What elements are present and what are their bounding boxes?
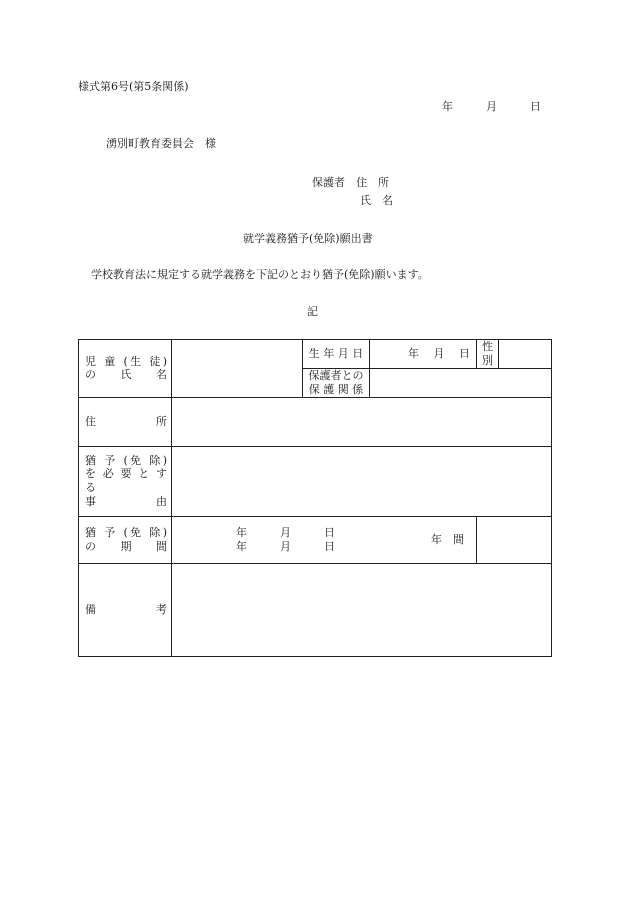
date-month: 月 xyxy=(486,100,497,113)
period-label-line1: 猶 予 (免 除) xyxy=(85,525,167,539)
child-label-line1: 児 童 (生 徒) xyxy=(85,354,167,368)
ki-heading: 記 xyxy=(307,305,318,318)
period-years-input[interactable] xyxy=(431,516,552,563)
reason-label-line2: を 必 要 と す る xyxy=(85,467,167,494)
remarks-label-cell xyxy=(79,563,172,656)
birth-date-label: 生 年 月 日 xyxy=(303,340,370,369)
birth-date-input[interactable]: 年 月 日 xyxy=(370,340,477,369)
period-years-label: 年 間 xyxy=(431,532,464,546)
request-statement: 学校教育法に規定する就学義務を下記のとおり猶予(免除)願います。 xyxy=(91,268,429,281)
addressee: 湧別町教育委員会 様 xyxy=(106,137,216,150)
address-input[interactable] xyxy=(172,397,552,446)
form-number: 様式第6号(第5条関係) xyxy=(78,80,189,93)
reason-input[interactable] xyxy=(172,446,552,516)
period-label-line2: の 期 間 xyxy=(85,539,167,553)
sex-input[interactable] xyxy=(499,340,552,369)
relation-label-line1: 保護者との xyxy=(308,369,364,382)
remarks-input[interactable] xyxy=(172,563,552,656)
sex-label-line1: 性 xyxy=(482,340,493,354)
child-label-line2: の 氏 名 xyxy=(85,368,167,382)
address-label: 住 所 xyxy=(85,414,167,428)
reason-label-line3: 事 由 xyxy=(85,494,167,508)
sex-label xyxy=(477,340,499,369)
application-table xyxy=(78,339,552,657)
relation-input[interactable] xyxy=(370,369,552,398)
reason-label-cell xyxy=(79,446,172,516)
submission-date xyxy=(442,101,541,112)
address-label-cell xyxy=(79,397,172,446)
child-name-label-cell xyxy=(79,340,172,398)
guardian-name-label: 氏 名 xyxy=(360,194,393,207)
period-label-cell xyxy=(79,516,172,563)
period-end-date: 年 月 日 xyxy=(236,539,335,553)
date-day: 日 xyxy=(530,100,541,113)
remarks-label: 備 考 xyxy=(85,602,167,616)
sex-label-line2: 別 xyxy=(482,354,493,367)
reason-label-line1: 猶 予 (免 除) xyxy=(85,453,167,467)
relation-label-cell xyxy=(303,369,370,398)
document-title: 就学義務猶予(免除)願出書 xyxy=(243,232,373,245)
date-year: 年 xyxy=(442,100,453,113)
period-start-date: 年 月 日 xyxy=(236,525,335,539)
relation-label-line2: 保 護 関 係 xyxy=(308,382,364,396)
guardian-address-label: 保護者 住 所 xyxy=(312,176,389,189)
child-name-input[interactable] xyxy=(172,340,303,398)
